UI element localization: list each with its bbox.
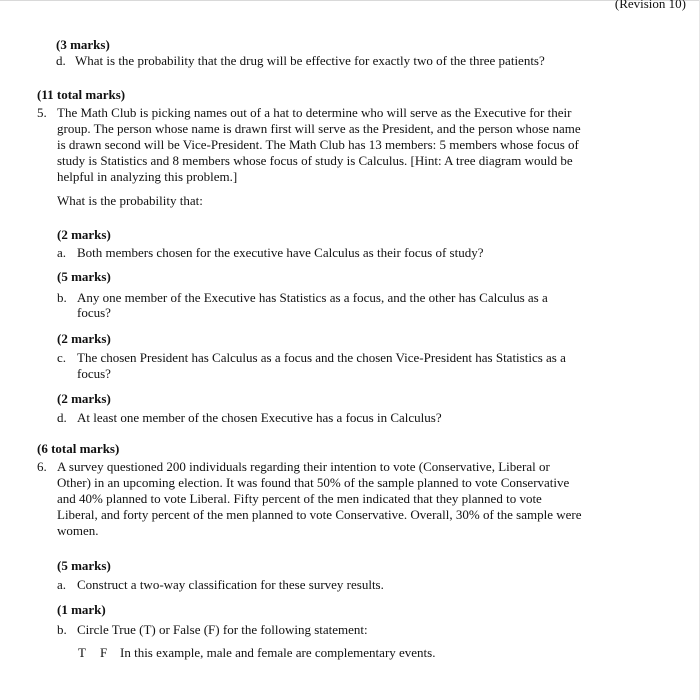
prev-d-label: d. [56,53,66,68]
q5-line: helpful in analyzing this problem.] [57,169,238,184]
q6a-text: Construct a two-way classification for these survey results. [77,577,384,592]
q5-prompt: What is the probability that: [57,193,203,208]
q5a-marks: (2 marks) [57,227,111,242]
q5-line: study is Statistics and 8 members whose focus of study is Calculus. [Hint: A tree diagram would be [57,153,573,168]
q5b-label: b. [57,290,67,305]
prev-marks: (3 marks) [56,37,110,52]
q6b-marks: (1 mark) [57,602,106,617]
q5-body [57,105,657,185]
q5d-label: d. [57,410,67,425]
q6a-label: a. [57,577,67,592]
q5d-marks: (2 marks) [57,391,111,406]
q6a-marks: (5 marks) [57,558,111,573]
q5a-text: Both members chosen for the executive have Calculus as their focus of study? [77,245,484,260]
q6-total-marks: (6 total marks) [37,441,120,456]
q6-number: 6. [37,459,47,474]
q6b-statement: In this example, male and female are complementary events. [120,645,436,660]
q5-line: group. The person whose name is drawn first will serve as the President, and the person whose name [57,121,581,136]
q6b-label: b. [57,622,67,637]
top-border [0,0,700,1]
q5b-line1: Any one member of the Executive has Statistics as a focus, and the other has Calculus as a [77,290,548,305]
q5c-marks: (2 marks) [57,331,111,346]
q6-line: women. [57,523,99,538]
q5c-label: c. [57,350,67,365]
revision-label: (Revision 10) [614,0,686,11]
q5c-line2: focus? [77,366,111,381]
q6-body [57,459,657,539]
q6b-text: Circle True (T) or False (F) for the following statement: [77,622,368,637]
q5-line: is drawn second will be Vice-President. The Math Club has 13 members: 5 members whose focus of [57,137,579,152]
q5c-line1: The chosen President has Calculus as a focus and the chosen Vice-President has Statistics as a [77,350,566,365]
q5-total-marks: (11 total marks) [37,87,126,102]
q6-line: A survey questioned 200 individuals regarding their intention to vote (Conservative, Liberal or [57,459,550,474]
q6-line: and 40% planned to vote Liberal. Fifty percent of the men indicated that they planned to vote [57,491,542,506]
q5d-text: At least one member of the chosen Executive has a focus in Calculus? [77,410,442,425]
prev-d-text: What is the probability that the drug will be effective for exactly two of the three patients? [75,53,545,68]
q6-line: Other) in an upcoming election. It was found that 50% of the sample planned to vote Conservative [57,475,570,490]
true-option[interactable]: T [78,645,86,660]
q5b-marks: (5 marks) [57,269,111,284]
q6-line: Liberal, and forty percent of the men planned to vote Conservative. Overall, 30% of the sample were [57,507,582,522]
false-option[interactable]: F [100,645,108,660]
q5b-line2: focus? [77,305,111,320]
q5a-label: a. [57,245,67,260]
q5-number: 5. [37,105,47,120]
q5-line: The Math Club is picking names out of a hat to determine who will serve as the Executive for their [57,105,572,120]
